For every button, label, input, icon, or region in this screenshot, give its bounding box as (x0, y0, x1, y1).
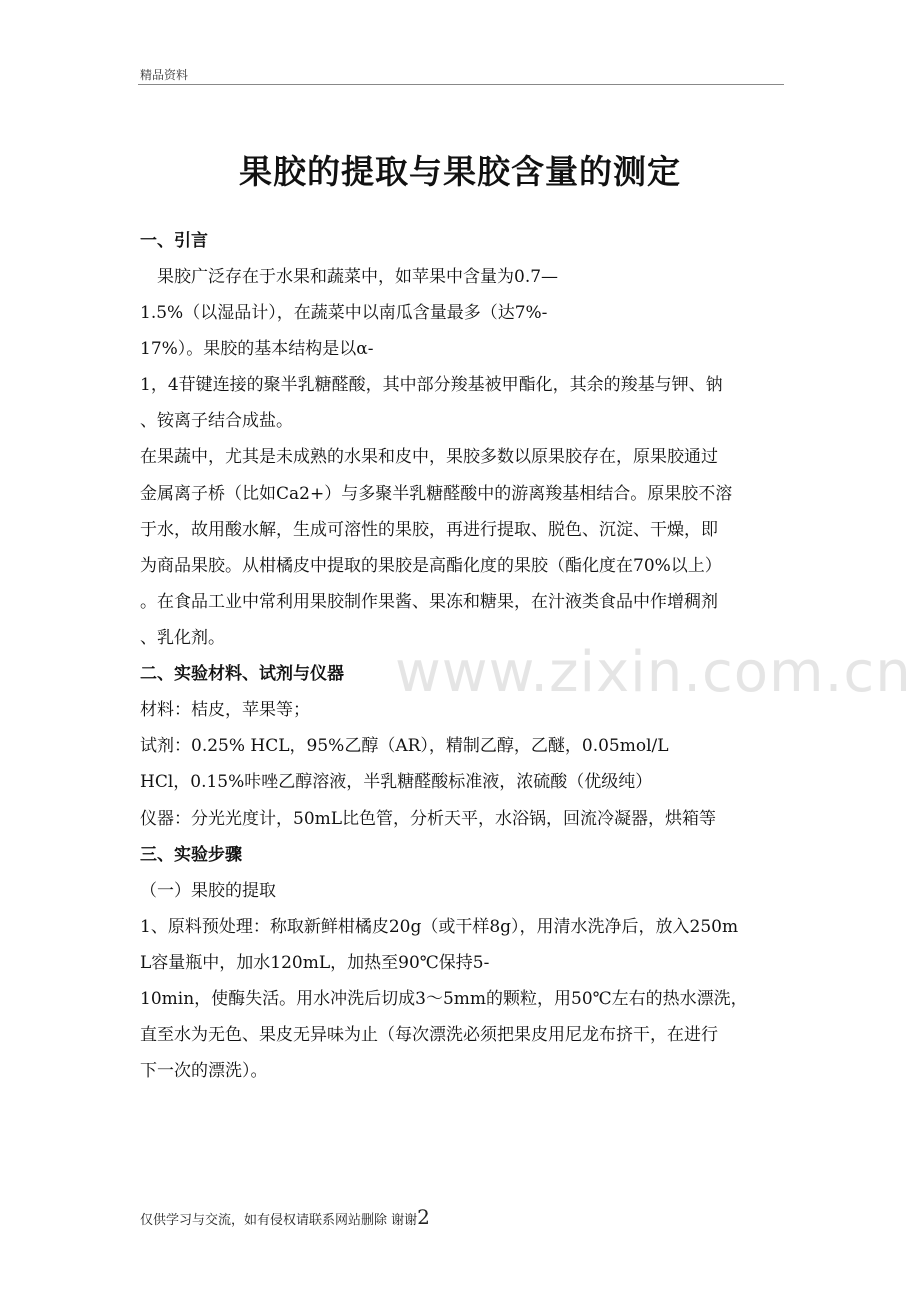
body-line: 试剂：0.25% HCL，95%乙醇（AR），精制乙醇，乙醚，0.05mol/L (140, 736, 669, 756)
footer-note: 仅供学习与交流，如有侵权请联系网站删除 谢谢 (140, 1213, 418, 1228)
body-line: 、乳化剂。 (140, 628, 225, 648)
body-line: 仪器：分光光度计，50mL比色管，分析天平，水浴锅，回流冷凝器，烘箱等 (140, 809, 717, 829)
body-line: 在果蔬中，尤其是未成熟的水果和皮中，果胶多数以原果胶存在，原果胶通过 (140, 447, 718, 467)
body-line: 下一次的漂洗）。 (140, 1061, 268, 1081)
header-label: 精品资料 (140, 68, 189, 82)
document-title: 果胶的提取与果胶含量的测定 (239, 152, 681, 191)
body-line: 17%）。果胶的基本结构是以α- (140, 339, 374, 359)
body-line: 1、原料预处理：称取新鲜柑橘皮20g（或干样8g），用清水洗净后，放入250m (140, 917, 739, 937)
body-line: 金属离子桥（比如Ca2+）与多聚半乳糖醛酸中的游离羧基相结合。原果胶不溶 (140, 484, 733, 504)
section-heading-materials: 二、实验材料、试剂与仪器 (140, 664, 344, 684)
body-line: 于水，故用酸水解，生成可溶性的果胶，再进行提取、脱色、沉淀、干燥，即 (140, 520, 718, 540)
section-heading-procedure: 三、实验步骤 (140, 845, 242, 865)
body-line: 、铵离子结合成盐。 (140, 411, 293, 431)
footer (140, 1205, 430, 1229)
body-line: HCl，0.15%咔唑乙醇溶液，半乳糖醛酸标准液，浓硫酸（优级纯） (140, 772, 653, 792)
body-line: 。在食品工业中常利用果胶制作果酱、果冻和糖果，在汁液类食品中作增稠剂 (140, 592, 718, 612)
subsection-heading: （一）果胶的提取 (140, 881, 276, 901)
body-line: 直至水为无色、果皮无异味为止（每次漂洗必须把果皮用尼龙布挤干，在进行 (140, 1025, 718, 1045)
body-line: L容量瓶中，加水120mL，加热至90℃保持5- (140, 953, 490, 973)
body-line: 材料：桔皮，苹果等； (140, 700, 310, 720)
watermark: www.zixin.com.cn (395, 640, 912, 705)
section-heading-intro: 一、引言 (140, 231, 208, 251)
header-divider (138, 84, 784, 85)
body-line: 1.5%（以湿品计），在蔬菜中以南瓜含量最多（达7%- (140, 303, 548, 323)
body-line: 10min，使酶失活。用水冲洗后切成3～5mm的颗粒，用50℃左右的热水漂洗， (140, 989, 748, 1009)
body-line: 1，4苷键连接的聚半乳糖醛酸，其中部分羧基被甲酯化，其余的羧基与钾、钠 (140, 375, 723, 395)
page-number: 2 (417, 1205, 430, 1229)
body-line: 为商品果胶。从柑橘皮中提取的果胶是高酯化度的果胶（酯化度在70%以上） (140, 556, 722, 576)
body-line: 果胶广泛存在于水果和蔬菜中，如苹果中含量为0.7— (140, 267, 559, 287)
